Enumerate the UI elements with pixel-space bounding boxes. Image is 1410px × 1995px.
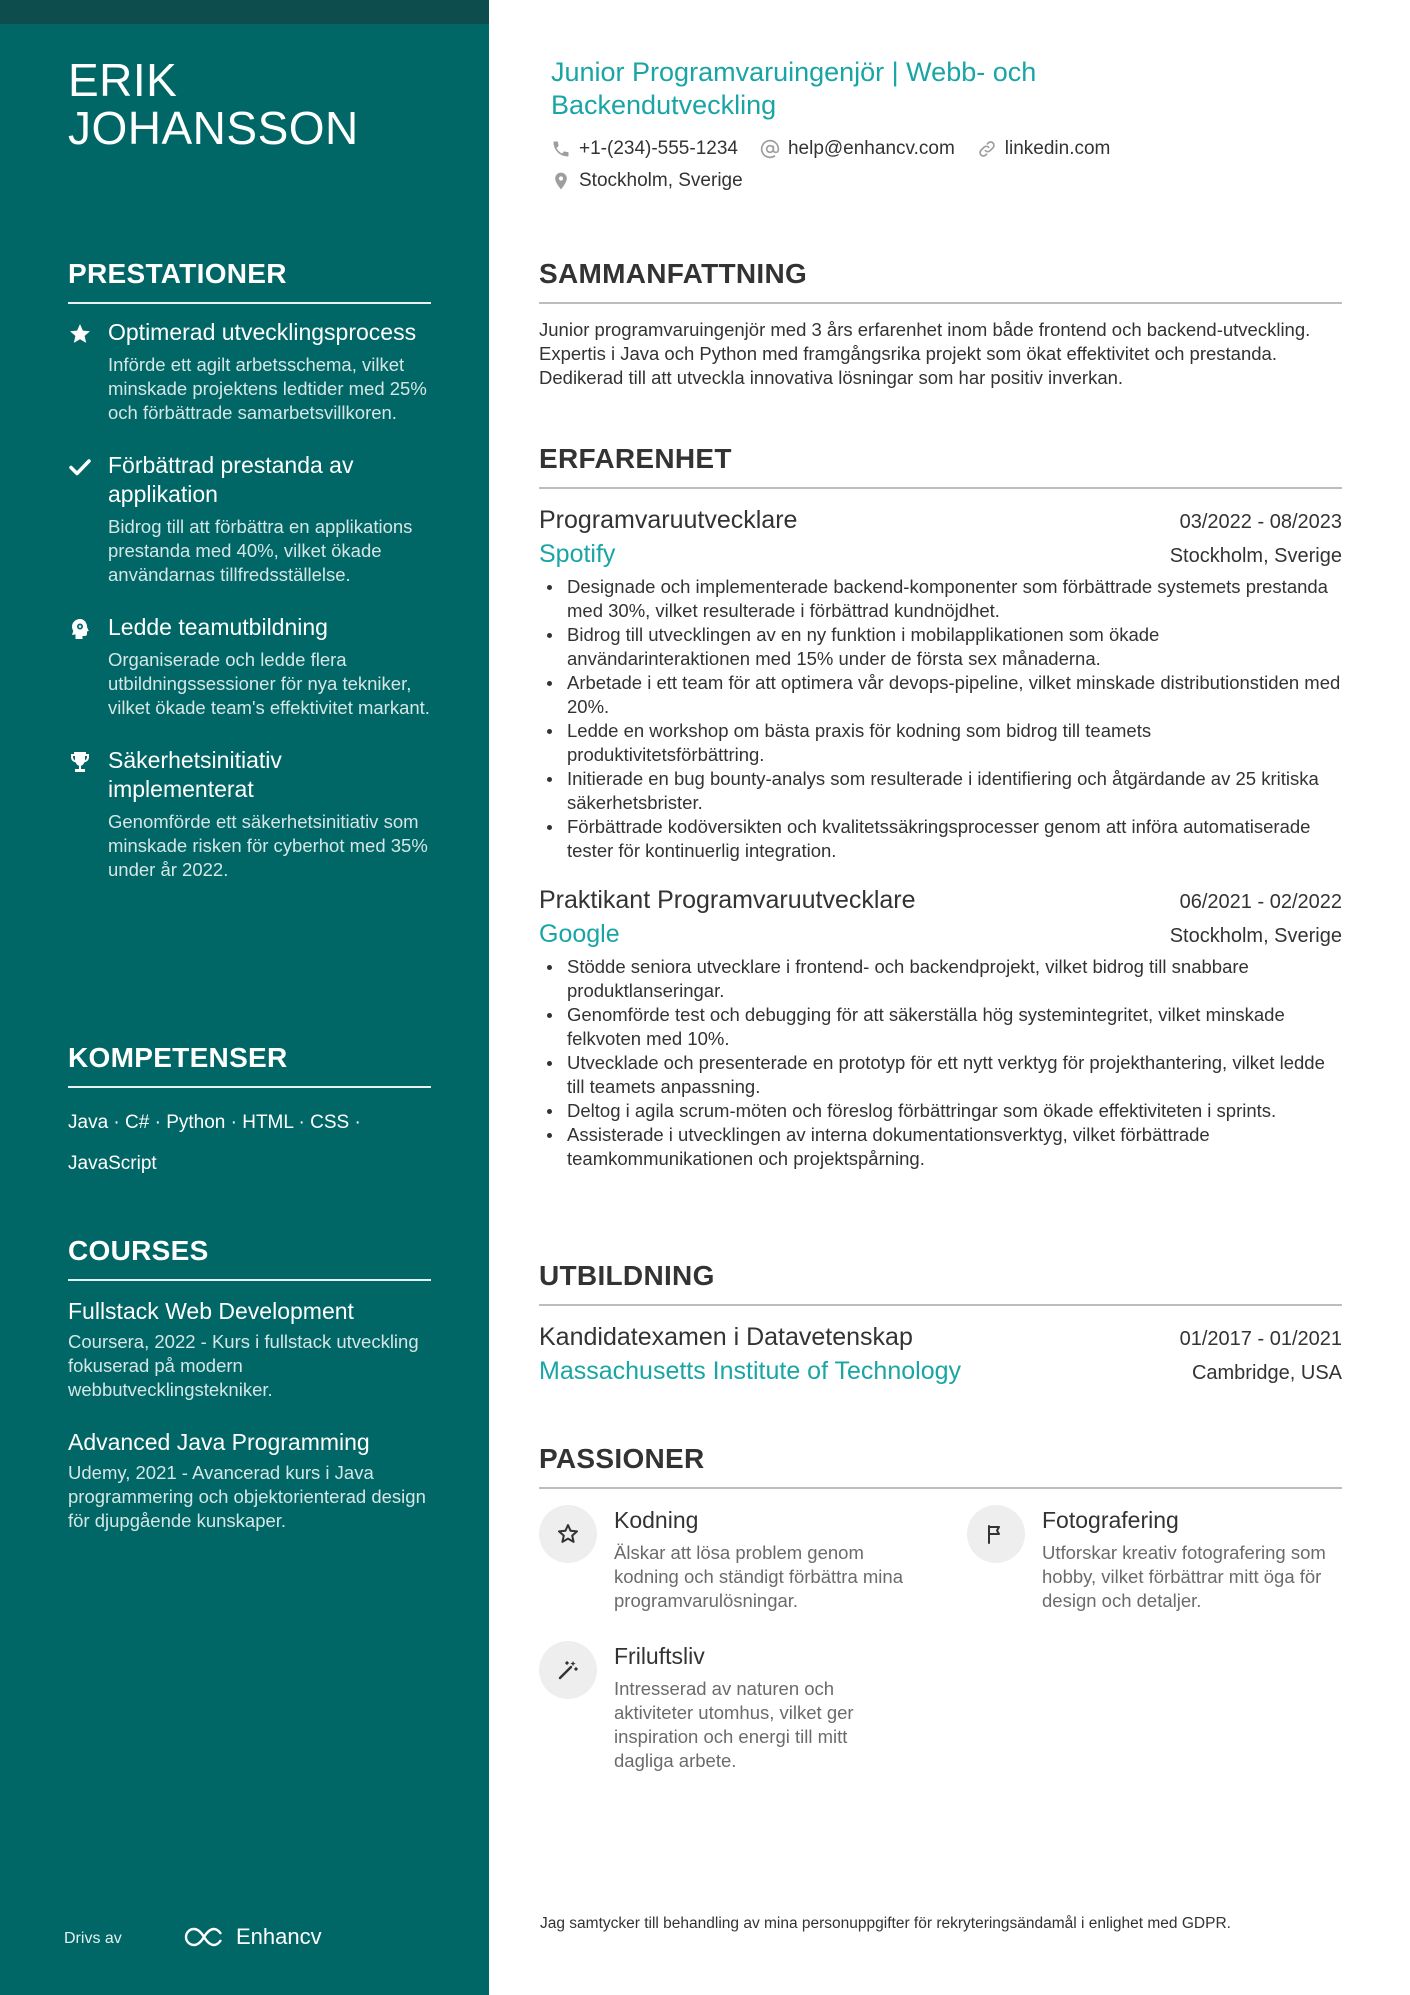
candidate-name (68, 56, 359, 152)
course-desc: Udemy, 2021 - Avancerad kurs i Java programmering och objektorienterad design för djupgående kunskaper. (68, 1462, 426, 1531)
job-bullets (539, 955, 1342, 1171)
job-bullet: Designade och implementerade backend-komponenter som förbättrade systemets prestanda med 30%, vilket resulterade i förbättrad kundnöjdhet. (539, 575, 1342, 623)
magic-wand-icon (556, 1658, 580, 1682)
sidebar-top-band (0, 0, 489, 24)
course-item (68, 1428, 431, 1533)
achievements-section (68, 258, 431, 908)
last-name: JOHANSSON (68, 102, 359, 154)
job-bullet: Initierade en bug bounty-analys som resulterade i identifiering och åtgärdande av 25 kritiska säkerhetsbrister. (539, 767, 1342, 815)
course-item (68, 1297, 431, 1402)
experience-heading: ERFARENHET (539, 443, 1342, 489)
achievement-item (68, 746, 431, 882)
achievement-desc: Organiserade och ledde flera utbildningssessioner för nya tekniker, vilket ökade team's effektivitet markant. (108, 649, 430, 718)
passion-item (539, 1641, 909, 1773)
job-company: Google (539, 920, 620, 948)
star-outline-icon (556, 1522, 580, 1546)
skills-list (68, 1102, 431, 1184)
job-bullet: Arbetade i ett team för att optimera vår devops-pipeline, vilket minskade distributionstiden med 20%. (539, 671, 1342, 719)
job-date: 06/2021 - 02/2022 (1179, 891, 1342, 913)
email-contact[interactable] (760, 138, 955, 160)
passion-title: Kodning (614, 1507, 699, 1533)
location-row (551, 170, 743, 192)
education-heading: UTBILDNING (539, 1260, 1342, 1306)
location-contact (551, 170, 743, 192)
job-company: Spotify (539, 540, 616, 568)
job-bullet: Utvecklade och presenterade en prototyp för ett nytt verktyg för projekthantering, vilket ledde till teamets anpassning. (539, 1051, 1342, 1099)
achievement-item (68, 451, 431, 587)
location-pin-icon (551, 171, 571, 191)
job-title: Programvaruutvecklare (539, 506, 798, 534)
achievement-title: Ledde teamutbildning (108, 614, 328, 640)
job-title: Praktikant Programvaruutvecklare (539, 886, 916, 914)
achievement-desc: Genomförde ett säkerhetsinitiativ som minskade risken för cyberhot med 35% under år 2022. (108, 811, 428, 880)
flag-icon (984, 1522, 1008, 1546)
linkedin-contact[interactable] (977, 138, 1111, 160)
achievement-item (68, 613, 431, 720)
job-location: Stockholm, Sverige (1169, 925, 1342, 947)
degree-title: Kandidatexamen i Datavetenskap (539, 1323, 913, 1351)
head-icon (68, 617, 92, 641)
passion-desc: Älskar att lösa problem genom kodning och ständigt förbättra mina programvarulösningar. (614, 1542, 903, 1611)
courses-heading: COURSES (68, 1235, 431, 1281)
linkedin-text: linkedin.com (1004, 138, 1111, 159)
brand-name: Enhancv (236, 1924, 322, 1949)
job-bullet: Bidrog till utvecklingen av en ny funktion i mobilapplikationen som ökade användarinteraktionen med 15% under de första sex månaderna. (539, 623, 1342, 671)
summary-text: Junior programvaruingenjör med 3 års erfarenhet inom både frontend och backend-utveckling. Expertis i Java och Python med framgångsrika projekt som ökat effektivitet och prestanda. Dedikerad till att utveckla innovativa lösningar som har positiv inverkan. (539, 319, 1311, 388)
job-date: 03/2022 - 08/2023 (1179, 511, 1342, 533)
job-location: Stockholm, Sverige (1169, 545, 1342, 567)
passion-icon-circle (539, 1505, 597, 1563)
job-headline: Junior Programvaruingenjör | Webb- och Backendutveckling (551, 57, 1037, 120)
skills-heading: KOMPETENSER (68, 1042, 431, 1088)
gdpr-consent: Jag samtycker till behandling av mina personuppgifter för rekryteringsändamål i enlighet med GDPR. (540, 1915, 1231, 1932)
achievement-title: Säkerhetsinitiativ implementerat (108, 747, 282, 802)
enhancv-logo-icon (184, 1925, 228, 1949)
achievements-heading: PRESTATIONER (68, 258, 431, 304)
summary-heading: SAMMANFATTNING (539, 258, 1342, 304)
phone-text: +1-(234)-555-1234 (579, 138, 738, 159)
course-title: Advanced Java Programming (68, 1429, 370, 1455)
star-icon (68, 322, 92, 346)
summary-section (539, 258, 1342, 390)
achievement-desc: Bidrog till att förbättra en applikations prestanda med 40%, vilket ökade användarnas tillfredsställelse. (108, 516, 413, 585)
link-icon (977, 139, 997, 159)
job-bullet: Stödde seniora utvecklare i frontend- och backendprojekt, vilket bidrog till snabbare produktlanseringar. (539, 955, 1342, 1003)
job-bullets (539, 575, 1342, 863)
passion-item (967, 1505, 1337, 1613)
passion-title: Fotografering (1042, 1507, 1179, 1533)
passion-icon-circle (539, 1641, 597, 1699)
contact-row (551, 138, 1110, 160)
powered-by-label: Drivs av (64, 1930, 122, 1947)
education-section (539, 1260, 1342, 1388)
job-bullet: Genomförde test och debugging för att säkerställa hög systemintegritet, vilket minskade felkvoten med 10%. (539, 1003, 1342, 1051)
job-bullet: Förbättrade kodöversikten och kvalitetssäkringsprocesser genom att införa automatiserade tester för kontinuerlig integration. (539, 815, 1342, 863)
phone-icon (551, 139, 571, 159)
course-desc: Coursera, 2022 - Kurs i fullstack utveckling fokuserad på modern webbutvecklingstekniker. (68, 1331, 419, 1400)
phone-contact[interactable] (551, 138, 738, 160)
job-bullet: Deltog i agila scrum-möten och föreslog förbättringar som ökade effektiviteten i sprints. (539, 1099, 1342, 1123)
first-name: ERIK (68, 54, 178, 106)
achievement-title: Optimerad utvecklingsprocess (108, 319, 417, 345)
trophy-icon (68, 750, 92, 774)
email-text: help@enhancv.com (787, 138, 955, 159)
skills-line: Java · C# · Python · HTML · CSS · (68, 1112, 361, 1133)
school-name: Massachusetts Institute of Technology (539, 1357, 961, 1385)
passion-desc: Utforskar kreativ fotografering som hobby, vilket förbättrar mitt öga för design och detaljer. (1042, 1542, 1326, 1611)
achievement-item (68, 318, 431, 425)
job-entry (539, 883, 1342, 1171)
job-bullet: Assisterade i utvecklingen av interna dokumentationsverktyg, vilket förbättrade teamkommunikationen och projektspårning. (539, 1123, 1342, 1171)
passions-heading: PASSIONER (539, 1443, 1342, 1489)
education-entry (539, 1320, 1342, 1388)
education-location: Cambridge, USA (1191, 1362, 1342, 1384)
education-date: 01/2017 - 01/2021 (1179, 1328, 1342, 1350)
passions-section (539, 1443, 1342, 1805)
skills-line: JavaScript (68, 1153, 157, 1174)
check-icon (68, 455, 92, 479)
achievement-desc: Införde ett agilt arbetsschema, vilket minskade projektens ledtider med 25% och förbättrade samarbetsvillkoren. (108, 354, 427, 423)
achievement-title: Förbättrad prestanda av applikation (108, 452, 354, 507)
passion-desc: Intresserad av naturen och aktiviteter utomhus, vilket ger inspiration och energi till mitt dagliga arbete. (614, 1678, 854, 1771)
passion-title: Friluftsliv (614, 1643, 705, 1669)
experience-section (539, 443, 1342, 1171)
enhancv-brand[interactable] (184, 1924, 322, 1950)
skills-section (68, 1042, 431, 1184)
at-icon (760, 139, 780, 159)
location-text: Stockholm, Sverige (579, 170, 743, 191)
passion-icon-circle (967, 1505, 1025, 1563)
job-entry (539, 503, 1342, 863)
sidebar (0, 0, 489, 1995)
passion-item (539, 1505, 909, 1613)
courses-section (68, 1235, 431, 1559)
job-bullet: Ledde en workshop om bästa praxis för kodning som bidrog till teamets produktivitetsförbättring. (539, 719, 1342, 767)
course-title: Fullstack Web Development (68, 1298, 354, 1324)
